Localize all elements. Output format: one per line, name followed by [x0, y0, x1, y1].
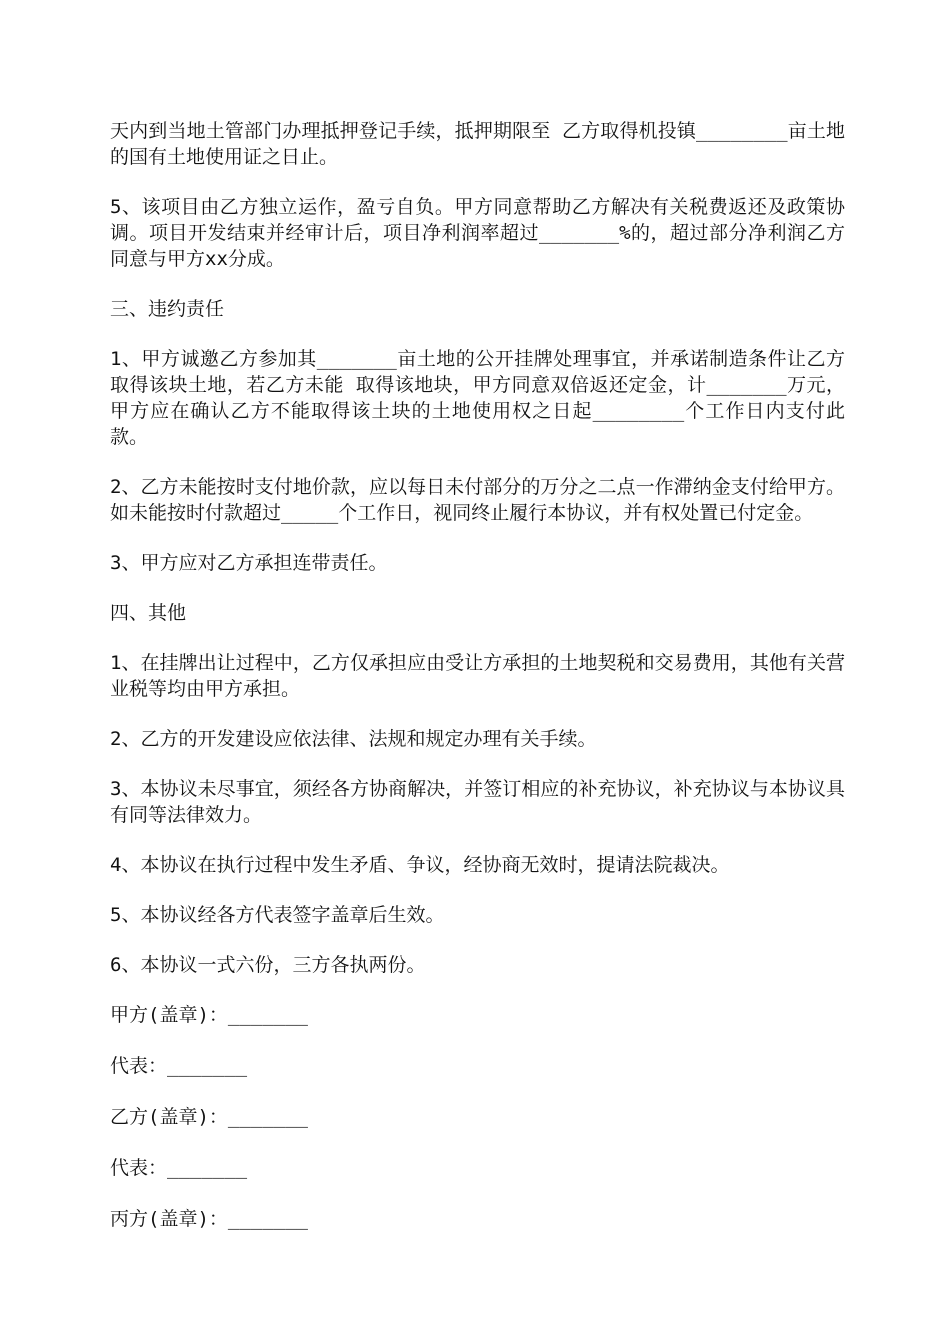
section-heading-other: 四、其他 — [110, 602, 187, 624]
paragraph-mortgage-term: 天内到当地土管部门办理抵押登记手续，抵押期限至 乙方取得机投镇________亩土地的国有土地使用证之日止。 — [110, 120, 845, 168]
signature-party-a: 甲方(盖章)：_______ — [110, 1004, 308, 1026]
signature-party-c: 丙方(盖章)：_______ — [110, 1208, 308, 1230]
paragraph-profit-sharing: 5、该项目由乙方独立运作，盈亏自负。甲方同意帮助乙方解决有关税费返还及政策协调。项目开发结束并经审计后，项目净利润率超过_______%的，超过部分净利润乙方同意与甲方xx分成。 — [110, 196, 845, 270]
signature-representative-b: 代表：_______ — [110, 1157, 248, 1179]
liability-item-1: 1、甲方诚邀乙方参加其_______亩土地的公开挂牌处理事宜，并承诺制造条件让乙方取得该块土地，若乙方未能 取得该地块，甲方同意双倍返还定金，计_______万元，甲方应在确认乙方不能取得该土块的土地使用权之日起________个工作日内支付此款。 — [110, 348, 845, 448]
section-heading-liability: 三、违约责任 — [110, 298, 225, 320]
other-item-4: 4、本协议在执行过程中发生矛盾、争议，经协商无效时，提请法院裁决。 — [110, 854, 730, 876]
document-page — [110, 118, 845, 1257]
liability-item-3: 3、甲方应对乙方承担连带责任。 — [110, 552, 388, 574]
liability-item-2: 2、乙方未能按时支付地价款，应以每日未付部分的万分之二点一作滞纳金支付给甲方。如未能按时付款超过_____个工作日，视同终止履行本协议，并有权处置已付定金。 — [110, 476, 845, 524]
other-item-3: 3、本协议未尽事宜，须经各方协商解决，并签订相应的补充协议，补充协议与本协议具有同等法律效力。 — [110, 778, 845, 826]
signature-party-b: 乙方(盖章)：_______ — [110, 1106, 308, 1128]
signature-representative-a: 代表：_______ — [110, 1055, 248, 1077]
other-item-1: 1、在挂牌出让过程中，乙方仅承担应由受让方承担的土地契税和交易费用，其他有关营业税等均由甲方承担。 — [110, 652, 845, 700]
other-item-2: 2、乙方的开发建设应依法律、法规和规定办理有关手续。 — [110, 728, 597, 750]
other-item-5: 5、本协议经各方代表签字盖章后生效。 — [110, 904, 445, 926]
other-item-6: 6、本协议一式六份，三方各执两份。 — [110, 954, 426, 976]
